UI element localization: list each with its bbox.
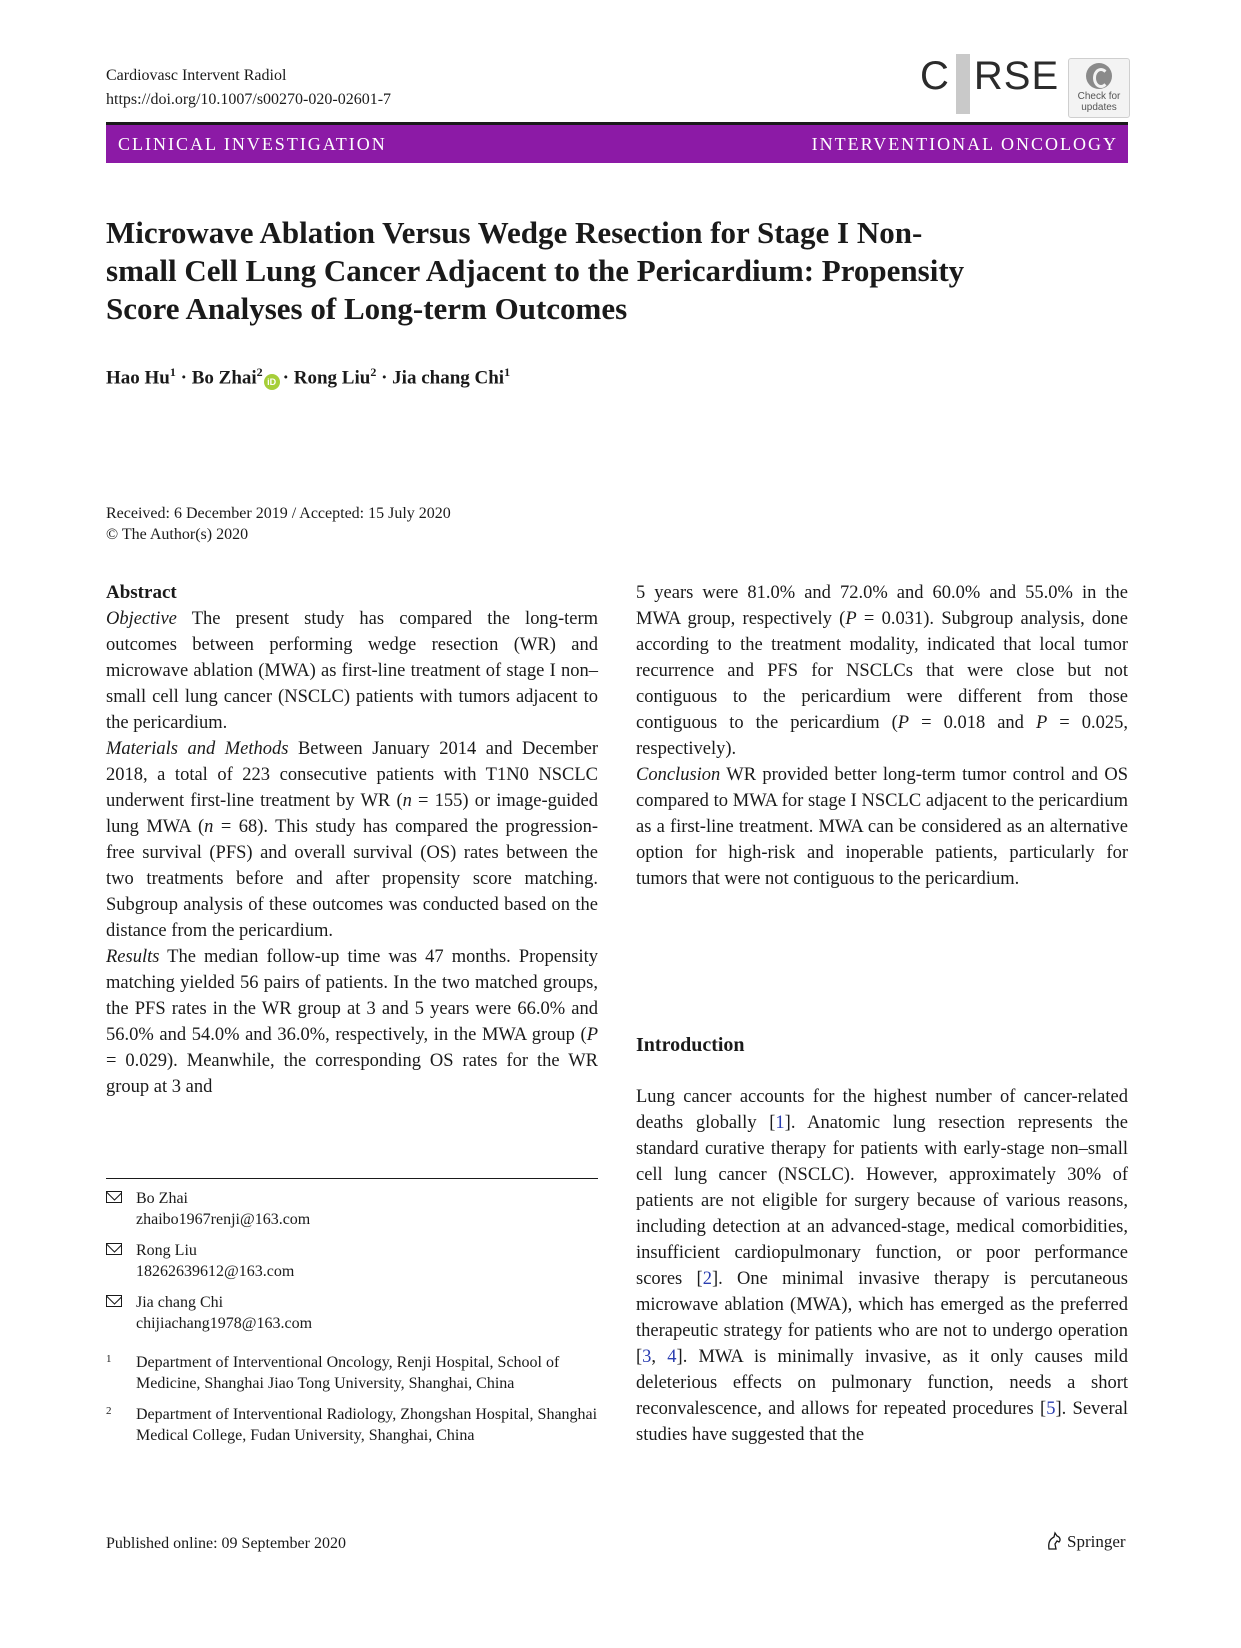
contact-entry <box>106 1292 598 1334</box>
introduction-text: Lung cancer accounts for the highest number of cancer-related deaths globally [1]. Anatomic lung resection represents the standard curative therapy for patients with early-stage non–small cell lung cancer (NSCLC). However, approximately 30% of patients are not eligible for surgery because of various reasons, including detection at an advanced-stage, medical comorbidities, insufficient cardiopulmonary function, or poor performance scores [2]. One minimal invasive therapy is percutaneous microwave ablation (MWA), which has emerged as the preferred therapeutic strategy for patients who are not to undergo operation [3, 4]. MWA is minimally invasive, as it only causes mild deleterious effects on pulmonary function, needs a short reconvalescence, and allows for repeated procedures [5]. Several studies have suggested that the <box>636 1087 1129 1445</box>
abstract-results: Results The median follow-up time was 47 months. Propensity matching yielded 56 pairs of patients. In the two matched groups, the PFS rates in the WR group at 3 and 5 years were 66.0% and 56.0% and 54.0% and 36.0%, respectively, in the MWA group (P = 0.029). Meanwhile, the corresponding OS rates for the WR group at 3 and <box>106 947 598 1097</box>
introduction-heading: Introduction <box>636 1034 745 1056</box>
author-name[interactable]: Hao Hu <box>106 367 170 389</box>
section-banner <box>106 122 1128 163</box>
affiliation-entry: 2 Department of Interventional Radiology, Zhongshan Hospital, Shanghai Medical College, Fudan University, Shanghai, China <box>106 1405 598 1444</box>
author-list: Hao Hu$^1$ · Bo Zhai$^2$iD · Rong Liu$^2$ · Jia chang Chi$^1$ <box>106 365 511 389</box>
citation-link[interactable]: 2 <box>702 1269 712 1289</box>
abstract-right-column <box>636 580 1128 892</box>
abstract-results-continued: 5 years were 81.0% and 72.0% and 60.0% and 55.0% in the MWA group, respectively (P = 0.031). Subgroup analysis, done according to the treatment modality, indicated that local tumor recurrence and PFS for NSCLCs that were close but not contiguous to the pericardium were different from those contiguous to the pericardium (P = 0.018 and P = 0.025, respectively). <box>636 583 1129 759</box>
footnote-divider <box>106 1178 598 1179</box>
envelope-icon <box>106 1295 122 1307</box>
abstract-methods: Materials and Methods Between January 2014 and December 2018, a total of 223 consecutive patients with T1N0 NSCLC underwent first-line treatment by WR (n = 155) or image-guided lung MWA (n = 68). This study has compared the progression-free survival (PFS) and overall survival (OS) rates between the two treatments before and after propensity score matching. Subgroup analysis of these outcomes was conducted based on the distance from the pericardium. <box>106 739 598 941</box>
envelope-icon <box>106 1243 122 1255</box>
contact-email[interactable]: chijiachang1978@163.com <box>136 1315 313 1332</box>
correspondence-block <box>106 1188 598 1456</box>
author-name[interactable]: Bo Zhai <box>191 367 257 389</box>
springer-horse-icon <box>1045 1531 1063 1551</box>
abstract-conclusion: Conclusion WR provided better long-term tumor control and OS compared to MWA for stage I NSCLC adjacent to the pericardium as a first-line treatment. MWA can be considered as an alternative option for high-risk and inoperable patients, particularly for tumors that were not contiguous to the pericardium. <box>636 765 1128 889</box>
author-name[interactable]: Jia chang Chi <box>392 367 505 389</box>
contact-entry <box>106 1240 598 1282</box>
contact-entry <box>106 1188 598 1230</box>
citation-link[interactable]: 4 <box>667 1347 677 1367</box>
journal-header <box>106 64 391 112</box>
article-title: Microwave Ablation Versus Wedge Resection for Stage I Non- small Cell Lung Cancer Adjacent to the Pericardium: Propensity Score Analyses of Long-term Outcomes <box>106 215 965 326</box>
springer-logo: Springer <box>1045 1530 1126 1554</box>
banner-right: INTERVENTIONAL ONCOLOGY <box>811 134 1118 154</box>
published-date: Published online: 09 September 2020 <box>106 1535 346 1552</box>
citation-link[interactable]: 3 <box>642 1347 652 1367</box>
orcid-icon[interactable]: iD <box>264 374 280 390</box>
envelope-icon <box>106 1191 122 1203</box>
contact-name: Jia chang Chi <box>136 1294 224 1311</box>
banner-left: CLINICAL INVESTIGATION <box>118 134 387 154</box>
doi-link[interactable]: https://doi.org/10.1007/s00270-020-02601-7 <box>106 91 392 108</box>
citation-link[interactable]: 5 <box>1046 1399 1056 1419</box>
author-name[interactable]: Rong Liu <box>293 367 371 389</box>
logo-bar <box>956 54 970 114</box>
abstract-objective: Objective The present study has compared the long-term outcomes between performing wedge resection (WR) and microwave ablation (MWA) as first-line treatment of stage I non–small cell lung cancer (NSCLC) patients with tumors adjacent to the pericardium. <box>106 609 599 733</box>
check-for-updates-badge[interactable]: Check for updates <box>1068 58 1130 118</box>
contact-email[interactable]: 18262639612@163.com <box>136 1263 295 1280</box>
abstract-heading: Abstract <box>106 582 177 603</box>
contact-name: Bo Zhai <box>136 1190 188 1207</box>
contact-name: Rong Liu <box>136 1242 197 1259</box>
article-dates: Received: 6 December 2019 / Accepted: 15 July 2020 © The Author(s) 2020 <box>106 505 451 543</box>
check-updates-icon <box>1086 63 1112 89</box>
contact-email[interactable]: zhaibo1967renji@163.com <box>136 1211 311 1228</box>
cirse-logo: C RSE <box>920 54 1059 114</box>
abstract-left-column <box>106 580 598 1100</box>
citation-link[interactable]: 1 <box>775 1113 785 1133</box>
journal-name: Cardiovasc Intervent Radiol <box>106 67 287 84</box>
affiliation-entry: 1 Department of Interventional Oncology, Renji Hospital, School of Medicine, Shanghai Jiao Tong University, Shanghai, China <box>106 1353 560 1392</box>
